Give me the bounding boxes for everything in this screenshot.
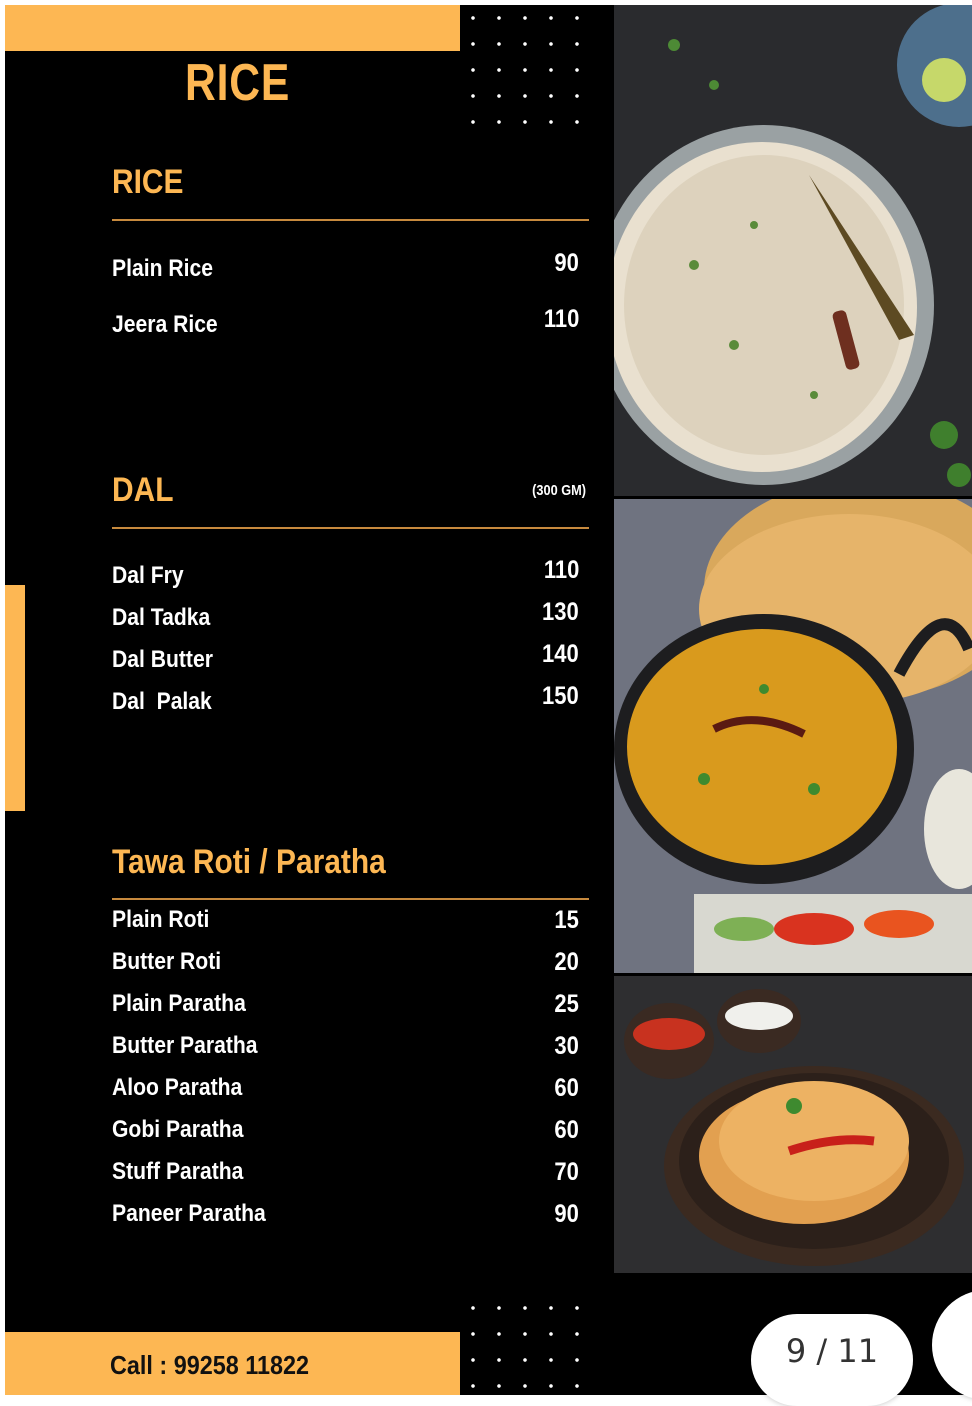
dal-portion-note: (300 GM): [532, 482, 586, 499]
paratha-photo: [614, 976, 972, 1273]
dot-pattern-top: [460, 5, 600, 125]
menu-item-name: Stuff Paratha: [112, 1158, 244, 1185]
menu-item-name: Dal Fry: [112, 562, 184, 589]
menu-item-name: Gobi Paratha: [112, 1116, 244, 1143]
menu-item-name: Paneer Paratha: [112, 1200, 266, 1227]
page-counter[interactable]: 9 / 11: [751, 1314, 913, 1406]
menu-item-price: 130: [542, 598, 579, 626]
menu-item-price: 90: [554, 1200, 579, 1228]
section-title-roti: Tawa Roti / Paratha: [112, 843, 386, 881]
section-title-dal: DAL: [112, 471, 174, 509]
menu-item-price: 15: [554, 906, 579, 934]
menu-item-price: 110: [543, 556, 579, 584]
menu-item-price: 140: [542, 640, 579, 668]
dot-pattern-bottom: [460, 1295, 600, 1390]
dal-photo: [614, 499, 972, 973]
menu-item-price: 30: [554, 1032, 579, 1060]
menu-item-price: 110: [543, 305, 579, 333]
menu-item-price: 70: [554, 1158, 579, 1186]
rice-photo: [614, 5, 972, 496]
menu-page: [5, 5, 972, 1395]
menu-item-name: Plain Rice: [112, 255, 213, 282]
section-divider: [112, 898, 589, 900]
menu-item-name: Jeera Rice: [112, 311, 218, 338]
top-accent-bar: [5, 5, 460, 51]
menu-item-name: Butter Roti: [112, 948, 222, 975]
section-divider: [112, 527, 589, 529]
menu-item-name: Aloo Paratha: [112, 1074, 243, 1101]
footer-phone: Call : 99258 11822: [110, 1350, 310, 1380]
menu-item-price: 20: [554, 948, 579, 976]
menu-item-name: Butter Paratha: [112, 1032, 258, 1059]
menu-item-name: Dal Butter: [112, 646, 213, 673]
menu-item-price: 60: [554, 1116, 579, 1144]
menu-item-name: Dal Palak: [112, 688, 212, 715]
section-title-rice: RICE: [112, 163, 184, 201]
side-accent-bar: [5, 585, 25, 811]
menu-item-name: Dal Tadka: [112, 604, 211, 631]
section-divider: [112, 219, 589, 221]
menu-item-price: 150: [542, 682, 579, 710]
menu-item-price: 25: [554, 990, 579, 1018]
menu-item-name: Plain Roti: [112, 906, 210, 933]
menu-item-price: 90: [554, 249, 579, 277]
menu-item-price: 60: [554, 1074, 579, 1102]
menu-item-name: Plain Paratha: [112, 990, 246, 1017]
page-title: RICE: [185, 54, 291, 112]
